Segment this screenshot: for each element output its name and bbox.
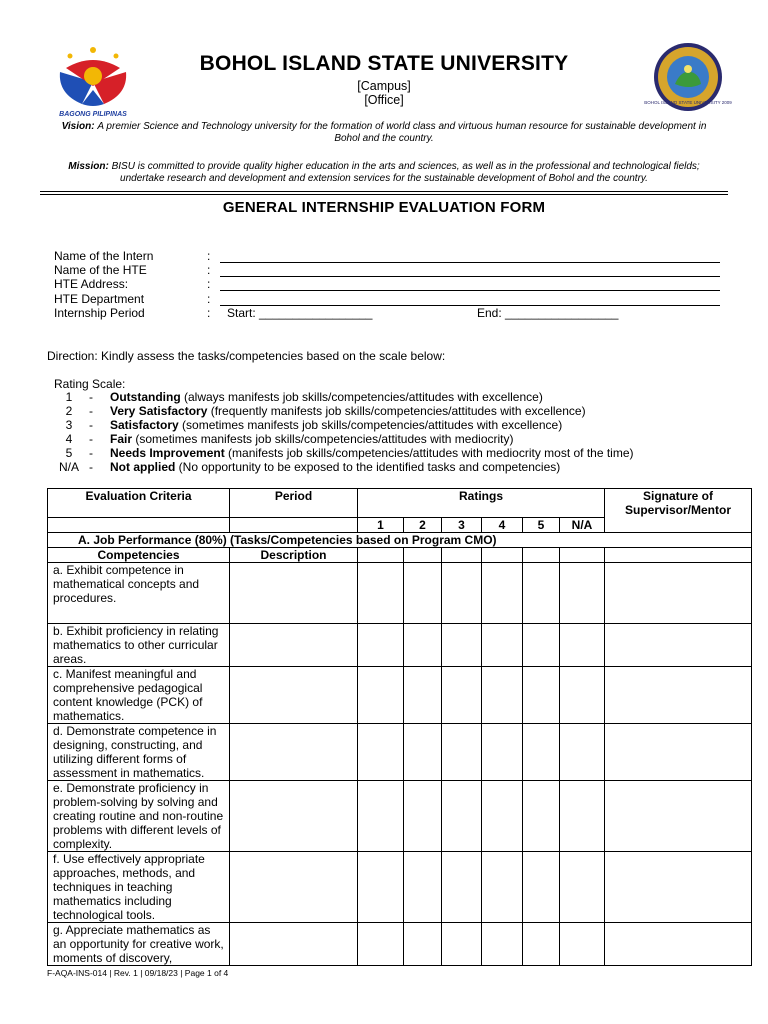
intern-name-label: Name of the Intern xyxy=(54,249,154,263)
rating-scale-title: Rating Scale: xyxy=(54,377,126,391)
rating-cell[interactable] xyxy=(482,667,523,724)
hte-department-label: HTE Department xyxy=(54,292,145,306)
section-a-heading: A. Job Performance (80%) (Tasks/Competencies based on Program CMO) xyxy=(48,533,752,548)
competency-c: c. Manifest meaningful and comprehensive pedagogical content knowledge (PCK) of mathematics. xyxy=(48,667,230,724)
form-title: GENERAL INTERNSHIP EVALUATION FORM xyxy=(222,199,546,216)
competency-e: e. Demonstrate proficiency in problem-solving by solving and creating routine and non-routine problems with different levels of complexity. xyxy=(48,781,230,852)
rating-cell[interactable] xyxy=(560,624,605,667)
competency-b: b. Exhibit proficiency in relating mathematics to other curricular areas. xyxy=(48,624,230,667)
rating-cell[interactable] xyxy=(560,667,605,724)
rating-cell[interactable] xyxy=(482,724,523,781)
subheader-description: Description xyxy=(230,548,358,563)
scale-number: 1 xyxy=(65,390,73,404)
scale-item: Outstanding (always manifests job skills/competencies/attitudes with excellence) xyxy=(110,390,543,404)
rating-col-2: 2 xyxy=(404,518,442,533)
rating-col-5: 5 xyxy=(523,518,560,533)
rating-col-3: 3 xyxy=(442,518,482,533)
header-signature: Signature of Supervisor/Mentor xyxy=(605,489,752,533)
description-cell[interactable] xyxy=(230,724,358,781)
direction-text: Direction: Kindly assess the tasks/competencies based on the scale below: xyxy=(47,349,446,363)
signature-cell[interactable] xyxy=(605,724,752,781)
scale-item: Fair (sometimes manifests job skills/competencies/attitudes with mediocrity) xyxy=(110,432,514,446)
rating-cell[interactable] xyxy=(358,667,404,724)
header-ratings: Ratings xyxy=(358,489,605,518)
scale-number: N/A xyxy=(58,460,79,474)
vision-label: Vision: xyxy=(61,121,95,132)
mission-text: BISU is committed to provide quality higher education in the arts and sciences, as well as in the professional and technological fields; undertake research and development and extension services for the sustainable development of Bohol and the country. xyxy=(111,161,700,184)
description-cell[interactable] xyxy=(230,923,358,966)
campus-office xyxy=(0,79,768,107)
hte-address-label: HTE Address: xyxy=(54,277,129,291)
header-period: Period xyxy=(230,489,358,518)
rating-cell[interactable] xyxy=(358,781,404,852)
rating-cell[interactable] xyxy=(560,852,605,923)
signature-cell[interactable] xyxy=(605,667,752,724)
colon: : xyxy=(207,263,211,277)
competency-f: f. Use effectively appropriate approaches, methods, and techniques in teaching mathematics including technological tools. xyxy=(48,852,230,923)
rating-cell[interactable] xyxy=(404,852,442,923)
description-cell[interactable] xyxy=(230,781,358,852)
rating-cell[interactable] xyxy=(482,923,523,966)
rating-cell[interactable] xyxy=(358,624,404,667)
rating-cell[interactable] xyxy=(482,624,523,667)
rating-cell[interactable] xyxy=(523,781,560,852)
scale-number: 5 xyxy=(65,446,73,460)
signature-cell[interactable] xyxy=(605,923,752,966)
rating-cell[interactable] xyxy=(442,923,482,966)
svg-text:BOHOL ISLAND STATE UNIVERSITY: BOHOL ISLAND STATE UNIVERSITY 2009 xyxy=(644,100,732,105)
rating-col-na: N/A xyxy=(560,518,605,533)
rating-cell[interactable] xyxy=(482,563,523,624)
rating-cell[interactable] xyxy=(523,852,560,923)
rating-col-4: 4 xyxy=(482,518,523,533)
rating-cell[interactable] xyxy=(523,667,560,724)
colon: : xyxy=(207,306,211,320)
rating-cell[interactable] xyxy=(442,563,482,624)
competency-d: d. Demonstrate competence in designing, constructing, and utilizing different forms of assessment in mathematics. xyxy=(48,724,230,781)
competency-g: g. Appreciate mathematics as an opportunity for creative work, moments of discovery, xyxy=(48,923,230,966)
colon: : xyxy=(207,292,211,306)
rating-cell[interactable] xyxy=(560,781,605,852)
rating-cell[interactable] xyxy=(560,923,605,966)
header-divider xyxy=(40,191,728,192)
description-cell[interactable] xyxy=(230,852,358,923)
rating-cell[interactable] xyxy=(523,624,560,667)
scale-number: 4 xyxy=(65,432,73,446)
rating-cell[interactable] xyxy=(523,923,560,966)
signature-cell[interactable] xyxy=(605,563,752,624)
start-date-field[interactable]: Start: _________________ xyxy=(227,306,373,320)
rating-cell[interactable] xyxy=(358,724,404,781)
colon: : xyxy=(207,249,211,263)
subheader-competencies: Competencies xyxy=(48,548,230,563)
rating-cell[interactable] xyxy=(358,563,404,624)
signature-cell[interactable] xyxy=(605,781,752,852)
svg-text:BAGONG PILIPINAS: BAGONG PILIPINAS xyxy=(59,111,127,118)
scale-item: Very Satisfactory (frequently manifests job skills/competencies/attitudes with excellence) xyxy=(110,404,586,418)
scale-number: 2 xyxy=(65,404,73,418)
signature-cell[interactable] xyxy=(605,852,752,923)
scale-number: 3 xyxy=(65,418,73,432)
rating-cell[interactable] xyxy=(523,724,560,781)
hte-address-field[interactable] xyxy=(220,290,720,291)
campus-placeholder: [Campus] xyxy=(357,79,411,93)
rating-cell[interactable] xyxy=(404,724,442,781)
rating-cell[interactable] xyxy=(442,624,482,667)
rating-cell[interactable] xyxy=(482,781,523,852)
hte-name-field[interactable] xyxy=(220,276,720,277)
evaluation-table xyxy=(47,488,752,966)
scale-dash: - xyxy=(89,418,93,432)
rating-cell[interactable] xyxy=(560,724,605,781)
rating-cell[interactable] xyxy=(442,667,482,724)
description-cell[interactable] xyxy=(230,624,358,667)
university-name: BOHOL ISLAND STATE UNIVERSITY xyxy=(199,52,569,75)
rating-cell[interactable] xyxy=(442,781,482,852)
scale-item: Satisfactory (sometimes manifests job skills/competencies/attitudes with excellence) xyxy=(110,418,563,432)
rating-col-1: 1 xyxy=(358,518,404,533)
scale-dash: - xyxy=(89,404,93,418)
rating-cell[interactable] xyxy=(404,923,442,966)
mission-statement xyxy=(60,161,708,185)
header-evaluation-criteria: Evaluation Criteria xyxy=(48,489,230,518)
scale-item: Not applied (No opportunity to be exposed to the identified tasks and competencies) xyxy=(110,460,561,474)
document-footer: F-AQA-INS-014 | Rev. 1 | 09/18/23 | Page 1 of 4 xyxy=(47,968,229,978)
scale-dash: - xyxy=(89,432,93,446)
colon: : xyxy=(207,277,211,291)
hte-name-label: Name of the HTE xyxy=(54,263,147,277)
rating-cell[interactable] xyxy=(358,852,404,923)
rating-cell[interactable] xyxy=(404,667,442,724)
scale-dash: - xyxy=(89,460,93,474)
scale-dash: - xyxy=(89,446,93,460)
rating-cell[interactable] xyxy=(404,563,442,624)
competency-a: a. Exhibit competence in mathematical concepts and procedures. xyxy=(48,563,230,624)
rating-cell[interactable] xyxy=(358,923,404,966)
rating-cell[interactable] xyxy=(404,624,442,667)
scale-dash: - xyxy=(89,390,93,404)
header-divider-thin xyxy=(40,194,728,195)
rating-cell[interactable] xyxy=(404,781,442,852)
rating-cell[interactable] xyxy=(482,852,523,923)
vision-text: A premier Science and Technology university for the formation of world class and virtuous human resource for sustainable development in Bohol and the country. xyxy=(97,121,707,144)
end-date-field[interactable]: End: _________________ xyxy=(477,306,619,320)
office-placeholder: [Office] xyxy=(364,93,404,107)
rating-cell[interactable] xyxy=(560,563,605,624)
signature-cell[interactable] xyxy=(605,624,752,667)
mission-label: Mission: xyxy=(68,161,109,172)
vision-statement xyxy=(60,121,708,145)
blank-cell xyxy=(48,518,230,533)
rating-cell[interactable] xyxy=(442,724,482,781)
intern-name-field[interactable] xyxy=(220,262,720,263)
description-cell[interactable] xyxy=(230,667,358,724)
scale-item: Needs Improvement (manifests job skills/competencies/attitudes with mediocrity most of the time) xyxy=(110,446,634,460)
internship-period-label: Internship Period xyxy=(54,306,145,320)
rating-cell[interactable] xyxy=(442,852,482,923)
blank-cell xyxy=(230,518,358,533)
rating-cell[interactable] xyxy=(523,563,560,624)
description-cell[interactable] xyxy=(230,563,358,624)
